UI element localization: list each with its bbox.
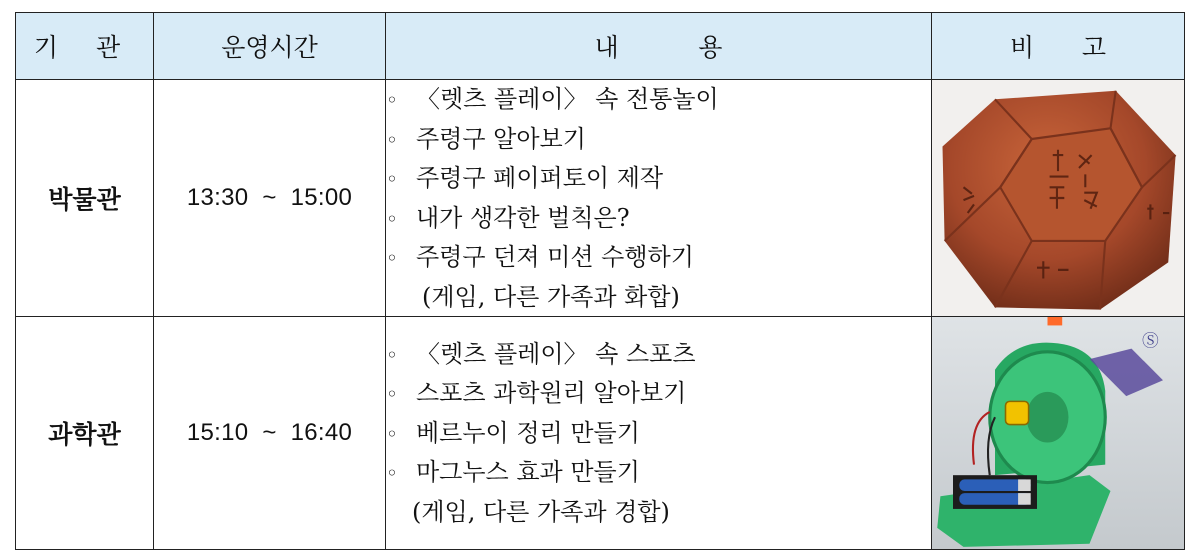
bullet-icon: ◦ (386, 206, 398, 231)
list-item: ◦ 주령구 알아보기 (386, 120, 931, 160)
bullet-icon: ◦ (386, 167, 398, 191)
list-item: ◦ 〈렛츠 플레이〉 속 스포츠 (386, 335, 931, 375)
institution-cell: 박물관 (16, 80, 154, 317)
header-institution: 기 관 (16, 13, 154, 80)
header-row (16, 13, 1185, 80)
table-row (16, 317, 1185, 550)
list-item: ◦ 스포츠 과학원리 알아보기 (386, 374, 931, 414)
program-schedule-table (15, 12, 1185, 550)
bullet-icon: ◦ (386, 342, 398, 367)
svg-text:Ⓢ: Ⓢ (1142, 330, 1159, 351)
bullet-icon: ◦ (386, 421, 398, 446)
list-item: ◦ 〈렛츠 플레이〉 속 전통놀이 (386, 80, 931, 120)
table-row (16, 80, 1185, 317)
institution-cell: 과학관 (16, 317, 154, 550)
list-item: ◦ 내가 생각한 벌칙은? (386, 199, 931, 239)
bullet-icon: ◦ (386, 88, 398, 112)
list-item: ◦ 주령구 던져 미션 수행하기 (386, 238, 931, 278)
content-cell (386, 80, 932, 317)
time-cell: 15:10 ~ 16:40 (154, 317, 386, 550)
bullet-icon: ◦ (386, 461, 398, 486)
bullet-icon: ◦ (386, 382, 398, 407)
list-note: (게임, 다른 가족과 경합) (412, 497, 670, 526)
remarks-photo-cell (932, 80, 1185, 317)
header-remarks: 비 고 (932, 13, 1185, 80)
bullet-icon: ◦ (386, 127, 398, 152)
header-content: 내 용 (386, 13, 932, 80)
bullet-icon: ◦ (386, 246, 398, 270)
list-item: ◦ 마그누스 효과 만들기 (386, 453, 931, 493)
header-hours: 운영시간 (154, 13, 386, 80)
list-note: (게임, 다른 가족과 화합) (422, 282, 680, 311)
remarks-photo-cell (932, 317, 1185, 550)
green-science-kit-photo (932, 317, 1184, 549)
content-cell (386, 317, 932, 550)
time-cell: 13:30 ~ 15:00 (154, 80, 386, 317)
list-item: ◦ 주령구 페이퍼토이 제작 (386, 159, 931, 199)
list-item: ◦ 베르누이 정리 만들기 (386, 414, 931, 454)
carved-wooden-dice-photo (932, 80, 1184, 316)
